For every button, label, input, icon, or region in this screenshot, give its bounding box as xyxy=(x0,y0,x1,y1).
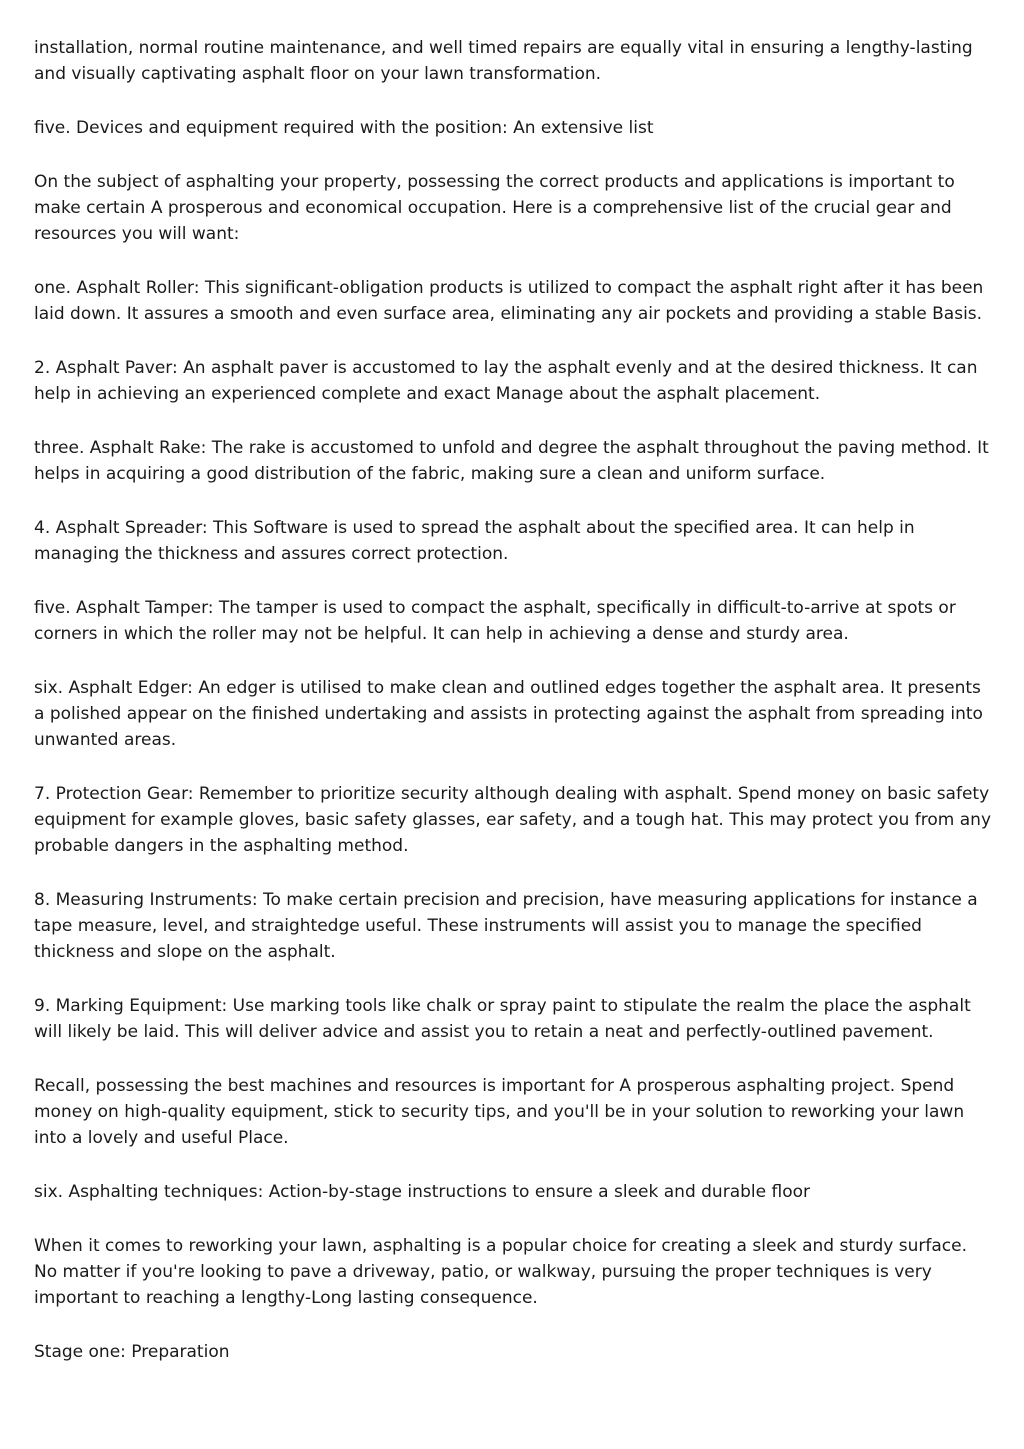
list-item-asphalt-roller: one. Asphalt Roller: This significant-obligation products is utilized to compact the asphalt right after it has been laid down. It assures a smooth and even surface area, eliminating any air pockets and providing a stable Basis. xyxy=(34,278,984,324)
list-item-asphalt-spreader: 4. Asphalt Spreader: This Software is used to spread the asphalt about the specified area. It can help in managing the thickness and assures correct protection. xyxy=(34,518,915,564)
heading-devices-equipment: five. Devices and equipment required with the position: An extensive list xyxy=(34,118,654,138)
list-item-asphalt-edger: six. Asphalt Edger: An edger is utilised to make clean and outlined edges together the asphalt area. It presents a polished appear on the finished undertaking and assists in protecting against the asphalt from spreading into unwanted areas. xyxy=(34,678,983,750)
heading-asphalting-techniques: six. Asphalting techniques: Action-by-stage instructions to ensure a sleek and durable floor xyxy=(34,1182,810,1202)
paragraph-installation: installation, normal routine maintenance, and well timed repairs are equally vital in ensuring a lengthy-lasting and visually captivating asphalt floor on your lawn transformation. xyxy=(34,38,973,84)
paragraph-recall: Recall, possessing the best machines and resources is important for A prosperous asphalting project. Spend money on high-quality equipment, stick to security tips, and you'll be in your solution to reworking your lawn into a lovely and useful Place. xyxy=(34,1076,965,1148)
list-item-marking-equipment: 9. Marking Equipment: Use marking tools like chalk or spray paint to stipulate the realm the place the asphalt will likely be laid. This will deliver advice and assist you to retain a neat and perfectly-outlined pavement. xyxy=(34,996,971,1042)
paragraph-reworking-lawn: When it comes to reworking your lawn, asphalting is a popular choice for creating a sleek and sturdy surface. No matter if you're looking to pave a driveway, patio, or walkway, pursuing the proper techniques is very important to reaching a lengthy-Long lasting consequence. xyxy=(34,1236,967,1308)
list-item-asphalt-tamper: five. Asphalt Tamper: The tamper is used to compact the asphalt, specifically in difficult-to-arrive at spots or corners in which the roller may not be helpful. It can help in achieving a dense and sturdy area. xyxy=(34,598,956,644)
list-item-protection-gear: 7. Protection Gear: Remember to prioritize security although dealing with asphalt. Spend money on basic safety equipment for example gloves, basic safety glasses, ear safety, and a tough hat. This may protect you from any probable dangers in the asphalting method. xyxy=(34,784,992,856)
list-item-asphalt-rake: three. Asphalt Rake: The rake is accustomed to unfold and degree the asphalt throughout the paving method. It helps in acquiring a good distribution of the fabric, making sure a clean and uniform surface. xyxy=(34,438,989,484)
document-body xyxy=(34,35,994,1393)
list-item-measuring-instruments: 8. Measuring Instruments: To make certain precision and precision, have measuring applications for instance a tape measure, level, and straightedge useful. These instruments will assist you to manage the specified thickness and slope on the asphalt. xyxy=(34,890,978,962)
heading-stage-one: Stage one: Preparation xyxy=(34,1342,230,1362)
list-item-asphalt-paver: 2. Asphalt Paver: An asphalt paver is accustomed to lay the asphalt evenly and at the desired thickness. It can help in achieving an experienced complete and exact Manage about the asphalt placement. xyxy=(34,358,978,404)
paragraph-intro-list: On the subject of asphalting your property, possessing the correct products and applications is important to make certain A prosperous and economical occupation. Here is a comprehensive list of the crucial gear and resources you will want: xyxy=(34,172,955,244)
